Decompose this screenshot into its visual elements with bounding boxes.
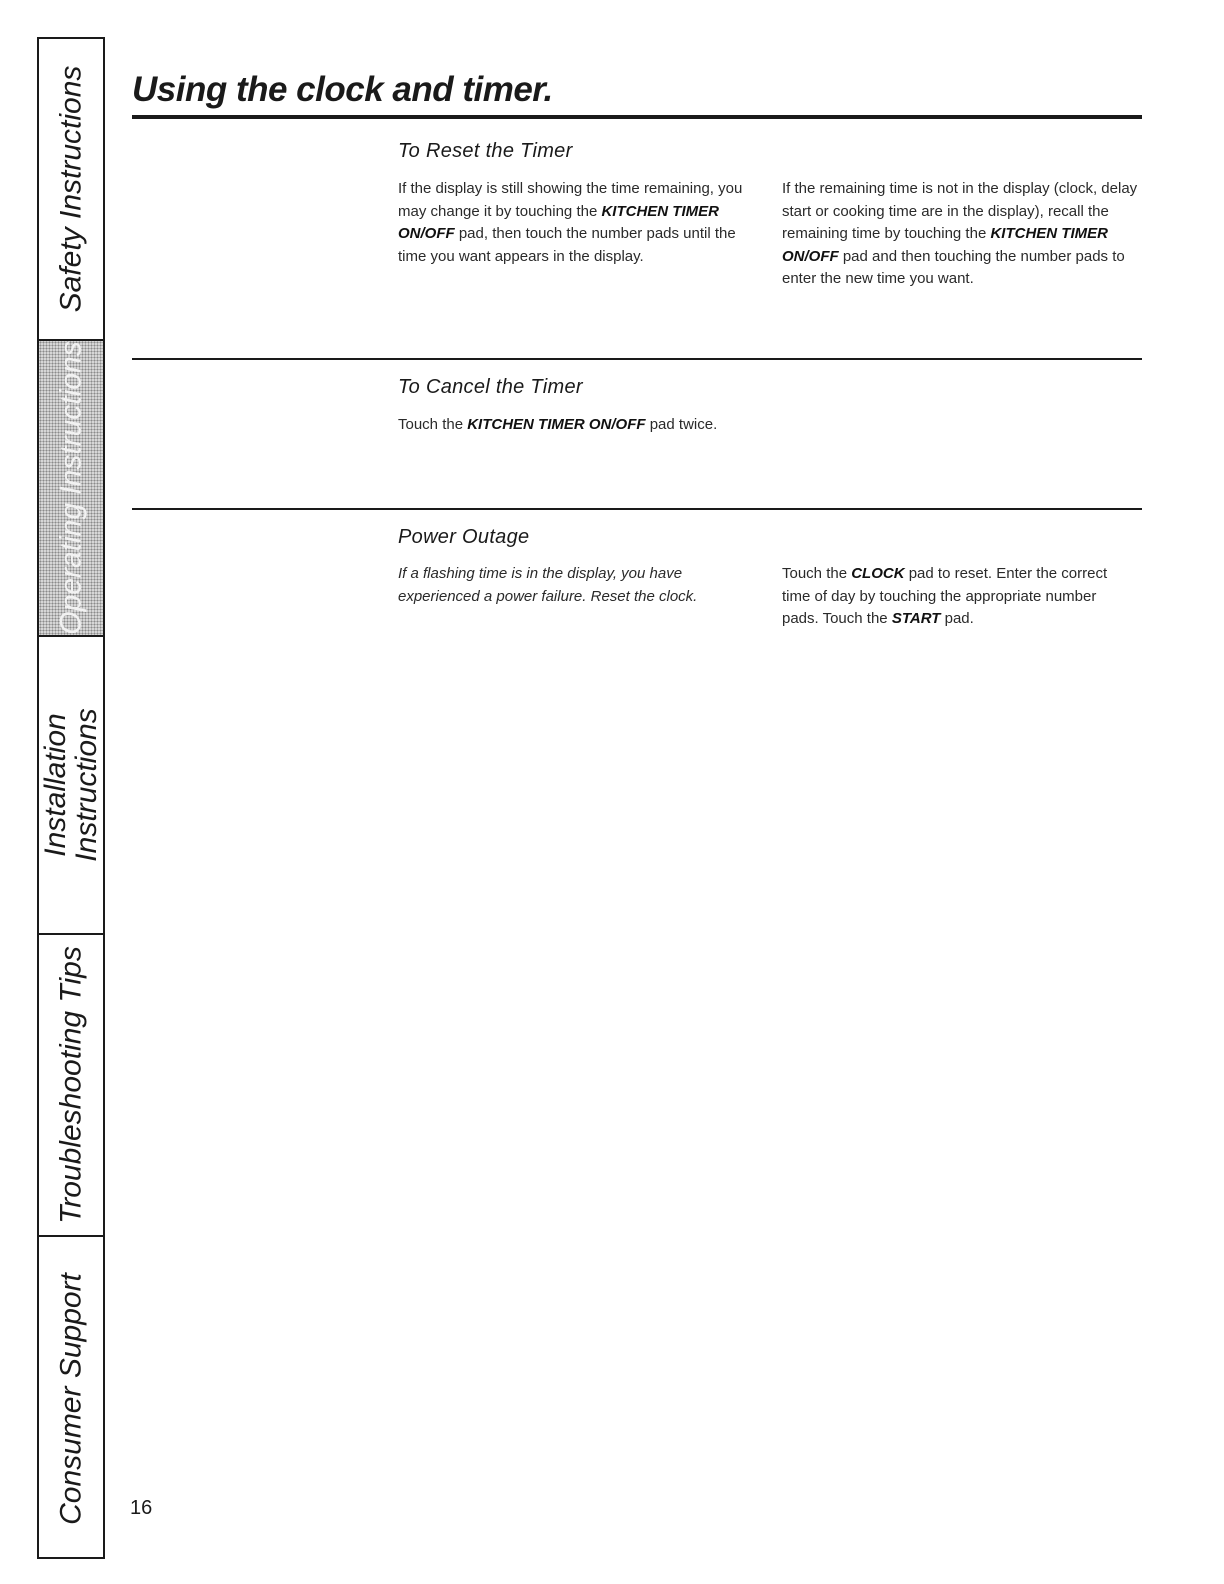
reset-right-key: KITCHEN TIMER ON/OFF <box>782 225 1108 265</box>
outage-right-key-start: START <box>891 610 941 627</box>
reset-left-post: pad, then touch the number pads until the time you want appears in the display. <box>398 225 736 265</box>
tab-consumer-support[interactable] <box>39 1237 103 1561</box>
tab-consumer-label: Consumer Support <box>54 1273 88 1525</box>
tab-installation-label <box>40 708 102 861</box>
reset-right-post: pad and then touching the number pads to enter the new time you want. <box>782 247 1125 287</box>
tab-operating-instructions[interactable] <box>39 341 103 637</box>
page-number: 16 <box>130 1497 153 1519</box>
cancel-pre: Touch the <box>398 416 468 433</box>
outage-right-mid: pad to reset. Enter the correct time of day by touching the appropriate number pads. Touch the <box>782 565 1108 627</box>
reset-left-key: KITCHEN TIMER ON/OFF <box>398 202 719 242</box>
side-tab-bar <box>37 37 105 1559</box>
tab-safety-instructions[interactable] <box>39 39 103 341</box>
cancel-timer-text <box>398 414 818 437</box>
section-heading-cancel-timer: To Cancel the Timer <box>398 376 583 398</box>
power-outage-left-text: If a flashing time is in the display, you have experienced a power failure. Reset the clock. <box>398 565 698 605</box>
cancel-key: KITCHEN TIMER ON/OFF <box>467 416 646 433</box>
reset-right-pre: If the remaining time is not in the display (clock, delay start or cooking time are in the display), recall the remaining time by touching the <box>782 180 1138 242</box>
page-title: Using the clock and timer. <box>132 70 553 109</box>
outage-right-key-clock: CLOCK <box>851 565 905 582</box>
tab-installation-line-1: Installation <box>39 713 72 857</box>
tab-operating-label: Operating Instructions <box>54 341 88 635</box>
section-divider <box>132 508 1142 510</box>
reset-timer-right-text <box>782 178 1144 291</box>
outage-right-post: pad. <box>940 610 974 627</box>
power-outage-right-text <box>782 563 1112 631</box>
tab-safety-label: Safety Instructions <box>54 65 88 313</box>
tab-troubleshooting-tips[interactable] <box>39 935 103 1237</box>
outage-right-pre: Touch the <box>782 565 852 582</box>
tab-troubleshooting-label: Troubleshooting Tips <box>54 946 88 1224</box>
reset-timer-left-text <box>398 178 760 268</box>
section-heading-reset-timer: To Reset the Timer <box>398 140 573 162</box>
reset-left-pre: If the display is still showing the time remaining, you may change it by touching the <box>398 180 743 220</box>
cancel-post: pad twice. <box>645 416 718 433</box>
tab-installation-instructions[interactable] <box>39 637 103 935</box>
section-heading-power-outage: Power Outage <box>398 526 530 548</box>
title-divider <box>132 115 1142 119</box>
tab-installation-line-2: Instructions <box>70 708 103 862</box>
section-divider <box>132 358 1142 360</box>
